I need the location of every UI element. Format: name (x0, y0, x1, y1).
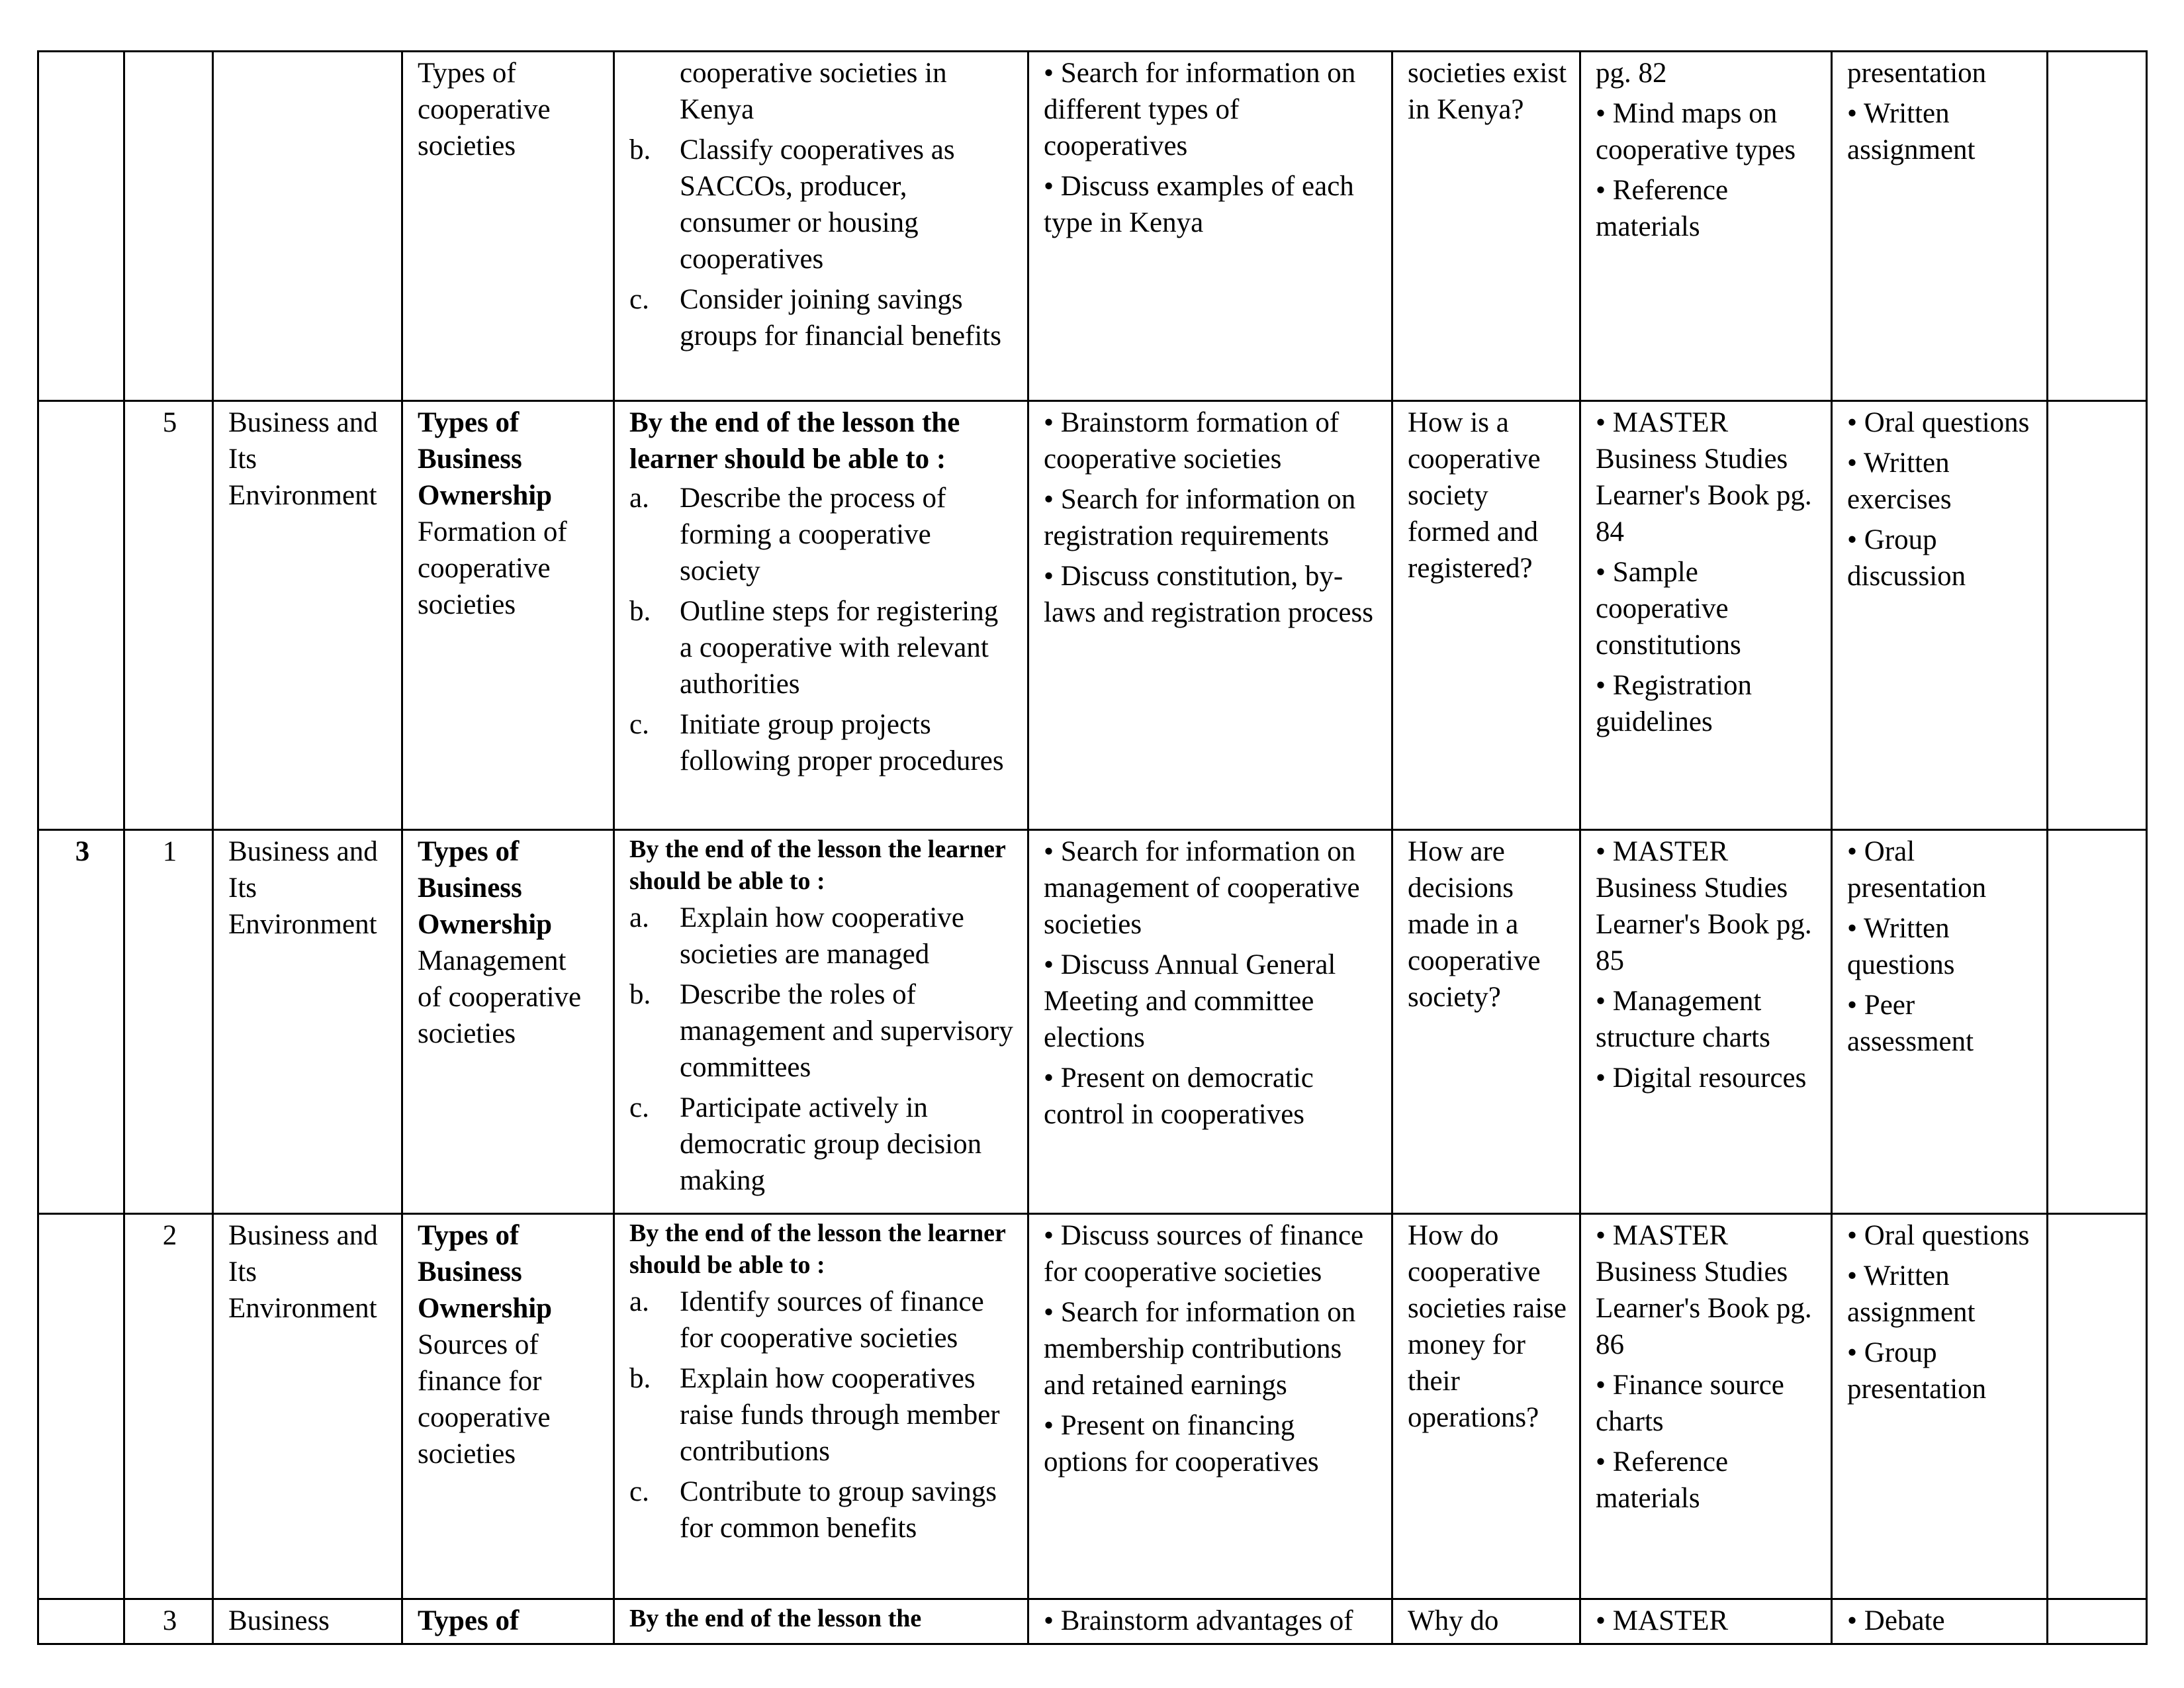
week-cell (38, 830, 124, 1214)
objectives-heading: By the end of the lesson the learner should be able to : (629, 835, 1006, 895)
assessment-cell (1832, 401, 2048, 830)
learning-experience-item: • Search for information on different types of cooperatives (1044, 58, 1356, 162)
learning-experience-item: • Search for information on registration requirements (1044, 484, 1356, 551)
assessment-item: • Peer assessment (1847, 990, 1974, 1057)
assessment-item: • Oral presentation (1847, 836, 1987, 904)
week-number: 3 (75, 836, 90, 867)
learning-resources-cell (1580, 1214, 1832, 1599)
lesson-number: 5 (162, 407, 177, 438)
sub-strand-title-line: Business (418, 444, 522, 475)
objectives-list (629, 480, 1015, 779)
assessment-item: • Written assignment (1847, 98, 1976, 165)
sub-strand-line: Formation of (418, 516, 567, 547)
objective-letter: a. (629, 483, 649, 514)
inquiry-question-cell (1392, 401, 1580, 830)
learning-resource-item: • Reference materials (1596, 1446, 1729, 1514)
objectives-cell (614, 1214, 1028, 1599)
objective-letter (629, 55, 680, 128)
sub-strand-line: cooperative (418, 553, 551, 584)
learning-resource-item: • Registration guidelines (1596, 670, 1752, 737)
week-cell (38, 52, 124, 401)
sub-strand-line: finance for (418, 1366, 542, 1397)
objective-item (629, 55, 1015, 128)
sub-strand-title-line: Ownership (418, 480, 553, 511)
sub-strand-title-line: Types of (418, 407, 520, 438)
sub-strand-title-line: Types of (418, 1605, 520, 1636)
week-cell (38, 1599, 124, 1644)
sub-strand-line: cooperative (418, 1402, 551, 1433)
learning-resources-cell (1580, 401, 1832, 830)
sub-strand-title-line: Types of (418, 836, 520, 867)
sub-strand-cell (402, 52, 614, 401)
assessment-item: presentation (1847, 58, 1987, 89)
assessment-cell (1832, 1214, 2048, 1599)
learning-experience-item: • Search for information on management of cooperative societies (1044, 836, 1360, 940)
learning-experience-item: • Brainstorm advantages of (1044, 1605, 1353, 1636)
objective-text: Classify cooperatives as SACCOs, producer, consumer or housing cooperatives (680, 134, 955, 275)
table-row (38, 401, 2147, 830)
objective-item (629, 900, 1015, 972)
sub-strand-title-line: Ownership (418, 1293, 553, 1324)
strand-cell (213, 1214, 402, 1599)
learning-resource-item: • Mind maps on cooperative types (1596, 98, 1796, 165)
objective-letter: b. (629, 1363, 651, 1394)
assessment-cell (1832, 830, 2048, 1214)
objectives-cell (614, 52, 1028, 401)
strand-text: Business and Its Environment (228, 836, 378, 940)
scheme-of-work-table (37, 50, 2148, 1645)
lesson-number: 3 (162, 1605, 177, 1636)
learning-experience-item: • Discuss examples of each type in Kenya (1044, 171, 1354, 238)
table-row (38, 1214, 2147, 1599)
assessment-item: • Written exercises (1847, 447, 1952, 515)
sub-strand-line: societies (418, 1018, 516, 1049)
learning-experiences-cell (1028, 1599, 1392, 1644)
sub-strand-line: Types of (418, 58, 516, 89)
learning-experiences-cell (1028, 830, 1392, 1214)
lesson-cell (124, 830, 213, 1214)
table-row (38, 830, 2147, 1214)
learning-resource-item: • Management structure charts (1596, 986, 1770, 1053)
sub-strand-line: societies (418, 1438, 516, 1470)
inquiry-question-cell (1392, 52, 1580, 401)
assessment-item: • Oral questions (1847, 1220, 2030, 1251)
sub-strand-line: of cooperative (418, 982, 582, 1013)
sub-strand-title-line: Business (418, 1256, 522, 1288)
objectives-heading: By the end of the lesson the learner should be able to : (629, 407, 960, 475)
sub-strand-cell (402, 830, 614, 1214)
objective-text: Describe the process of forming a cooperative society (680, 483, 946, 586)
learning-resource-item: • MASTER Business Studies Learner's Book pg. 84 (1596, 407, 1812, 547)
objective-text: cooperative societies in Kenya (680, 58, 947, 125)
strand-text: Business and Its Environment (228, 407, 378, 511)
week-cell (38, 401, 124, 830)
objective-item (629, 976, 1015, 1086)
reflection-cell (2048, 52, 2147, 401)
objective-text: Explain how cooperatives raise funds through member contributions (680, 1363, 1000, 1467)
learning-resources-cell (1580, 830, 1832, 1214)
inquiry-question-cell (1392, 1599, 1580, 1644)
sub-strand-title-line: Ownership (418, 909, 553, 940)
objectives-heading: By the end of the lesson the (629, 1605, 922, 1632)
learning-experience-item: • Discuss sources of finance for cooperative societies (1044, 1220, 1364, 1288)
sub-strand-title-line: Business (418, 872, 522, 904)
objective-item (629, 593, 1015, 702)
week-cell (38, 1214, 124, 1599)
learning-experiences-cell (1028, 401, 1392, 830)
objective-letter: a. (629, 902, 649, 933)
table-body (38, 52, 2147, 1644)
objective-letter: b. (629, 979, 651, 1010)
sub-strand-cell (402, 1599, 614, 1644)
objective-text: Participate actively in democratic group decision making (680, 1092, 982, 1196)
lesson-cell (124, 1214, 213, 1599)
objective-letter: b. (629, 596, 651, 627)
sub-strand-title-line: Types of (418, 1220, 520, 1251)
learning-resource-item: pg. 82 (1596, 58, 1667, 89)
objective-text: Consider joining savings groups for financial benefits (680, 284, 1001, 352)
strand-cell (213, 52, 402, 401)
objectives-cell (614, 401, 1028, 830)
sub-strand-line: cooperative (418, 94, 551, 125)
objective-text: Identify sources of finance for cooperative societies (680, 1286, 984, 1354)
objective-item (629, 480, 1015, 589)
strand-cell (213, 401, 402, 830)
strand-cell (213, 830, 402, 1214)
learning-resources-cell (1580, 52, 1832, 401)
learning-experiences-cell (1028, 1214, 1392, 1599)
sub-strand-cell (402, 1214, 614, 1599)
objective-letter: c. (629, 1476, 649, 1507)
objective-letter: b. (629, 134, 651, 165)
learning-resource-item: • Digital resources (1596, 1062, 1807, 1094)
objective-text: Contribute to group savings for common benefits (680, 1476, 997, 1544)
objectives-cell (614, 830, 1028, 1214)
assessment-item: • Written questions (1847, 913, 1955, 980)
objectives-cell (614, 1599, 1028, 1644)
objectives-list (629, 900, 1015, 1199)
learning-experiences-cell (1028, 52, 1392, 401)
objective-item (629, 132, 1015, 277)
objective-text: Describe the roles of management and supervisory committees (680, 979, 1013, 1083)
learning-resource-item: • Sample cooperative constitutions (1596, 557, 1741, 661)
objectives-list (629, 1284, 1015, 1546)
strand-text: Business and Its Environment (228, 1220, 378, 1324)
reflection-cell (2048, 401, 2147, 830)
lesson-cell (124, 52, 213, 401)
objective-text: Explain how cooperative societies are managed (680, 902, 964, 970)
learning-experience-item: • Discuss constitution, by-laws and registration process (1044, 561, 1373, 628)
learning-resource-item: • MASTER Business Studies Learner's Book pg. 85 (1596, 836, 1812, 976)
sub-strand-line: Management (418, 945, 567, 976)
lesson-cell (124, 401, 213, 830)
learning-experience-item: • Present on financing options for cooperatives (1044, 1410, 1319, 1477)
strand-cell (213, 1599, 402, 1644)
assessment-item: • Group discussion (1847, 524, 1966, 592)
objective-item (629, 1474, 1015, 1546)
inquiry-question-text: How are decisions made in a cooperative society? (1408, 836, 1541, 1013)
learning-experience-item: • Brainstorm formation of cooperative societies (1044, 407, 1340, 475)
assessment-item: • Written assignment (1847, 1260, 1976, 1328)
learning-experience-item: • Search for information on membership contributions and retained earnings (1044, 1297, 1356, 1401)
objective-text: Initiate group projects following proper procedures (680, 709, 1004, 776)
strand-text: Business (228, 1605, 330, 1636)
inquiry-question-text: Why do (1408, 1605, 1499, 1636)
objective-item (629, 281, 1015, 354)
learning-experience-item: • Discuss Annual General Meeting and committee elections (1044, 949, 1336, 1053)
objective-letter: c. (629, 709, 649, 740)
objective-item (629, 1090, 1015, 1199)
objective-text: Outline steps for registering a cooperative with relevant authorities (680, 596, 999, 700)
objective-letter: c. (629, 284, 649, 315)
reflection-cell (2048, 830, 2147, 1214)
inquiry-question-text: societies exist in Kenya? (1408, 58, 1567, 125)
inquiry-question-text: How do cooperative societies raise money for their operations? (1408, 1220, 1567, 1433)
assessment-item: • Group presentation (1847, 1337, 1987, 1405)
assessment-cell (1832, 1599, 2048, 1644)
lesson-cell (124, 1599, 213, 1644)
learning-resource-item: • MASTER (1596, 1605, 1729, 1636)
lesson-number: 1 (162, 836, 177, 867)
objective-item (629, 1360, 1015, 1470)
objective-item (629, 706, 1015, 779)
objectives-list (629, 55, 1015, 354)
table-row (38, 52, 2147, 401)
inquiry-question-cell (1392, 830, 1580, 1214)
learning-resource-item: • MASTER Business Studies Learner's Book pg. 86 (1596, 1220, 1812, 1360)
objectives-heading: By the end of the lesson the learner should be able to : (629, 1219, 1006, 1279)
inquiry-question-text: How is a cooperative society formed and registered? (1408, 407, 1541, 584)
assessment-item: • Oral questions (1847, 407, 2030, 438)
assessment-cell (1832, 52, 2048, 401)
sub-strand-line: societies (418, 589, 516, 620)
lesson-number: 2 (162, 1220, 177, 1251)
objective-letter: a. (629, 1286, 649, 1317)
table-row (38, 1599, 2147, 1644)
learning-resource-item: • Finance source charts (1596, 1370, 1784, 1437)
objective-item (629, 1284, 1015, 1356)
learning-resource-item: • Reference materials (1596, 175, 1729, 242)
objective-letter: c. (629, 1092, 649, 1123)
sub-strand-cell (402, 401, 614, 830)
sub-strand-line: Sources of (418, 1329, 539, 1360)
inquiry-question-cell (1392, 1214, 1580, 1599)
learning-experience-item: • Present on democratic control in cooperatives (1044, 1062, 1314, 1130)
reflection-cell (2048, 1214, 2147, 1599)
reflection-cell (2048, 1599, 2147, 1644)
sub-strand-line: societies (418, 130, 516, 162)
assessment-item: • Debate (1847, 1605, 1945, 1636)
learning-resources-cell (1580, 1599, 1832, 1644)
